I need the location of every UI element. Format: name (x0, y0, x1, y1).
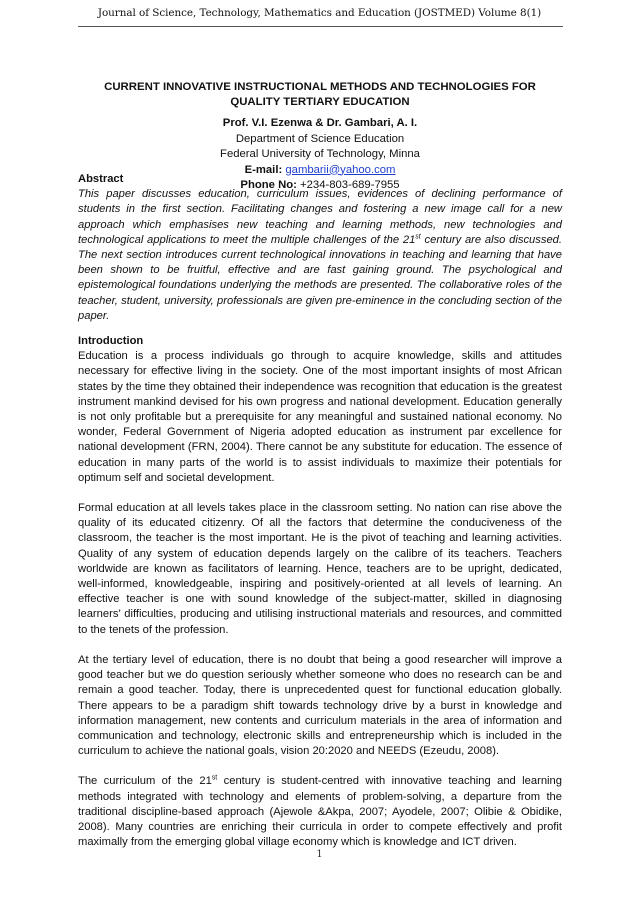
abstract-text-part-1: This paper discusses education, curriculum issues, evidences of declining performance of students in the first section. Facilitating changes and fostering a new image call for a new approach which emphasises new teaching and learning methods, new technologies and technological applications to meet the multiple challenges of the 21 (78, 188, 562, 246)
abstract-text (78, 187, 562, 324)
paper-title (78, 80, 562, 110)
paper-body (78, 172, 562, 850)
email-label: E-mail: (244, 163, 283, 176)
author-university: Federal University of Technology, Minna (220, 148, 420, 160)
email-link[interactable]: gambarii@yahoo.com (285, 163, 396, 176)
phone-label: Phone No: (240, 179, 297, 191)
abstract-text-part-2: century are also discussed. The next section introduces current technological innovations in teaching and learning that have been shown to be fruitful, effective and are fast gaining ground. The psychological and epistemological foundations underlying the methods are presented. The collaborative roles of the teacher, student, university, professionals are given pre-eminence in the concluding section of the paper. (78, 233, 563, 322)
paragraph-4-ordinal-sup: st (211, 774, 218, 782)
introduction-paragraph-2: Formal education at all levels takes place in the classroom setting. No nation can rise above the quality of its educated citizenry. Of all the factors that determine the conduciveness of the classroom, the teacher is the most important. He is the pivot of teaching and learning activities. Quality of any system of education depends largely on the calibre of its teachers. Teachers worldwide are known as facilitators of learning. Hence, teachers are to be upright, dedicated, well-informed, knowledgeable, inspiring and positively-oriented at all levels of learning. An effective teacher is one with sound knowledge of the subject-matter, skilled in diagnosing learners’ difficulties, producing and utilising instructional materials and resources, and committed to the tenets of the profession. (78, 502, 562, 636)
title-line-1: CURRENT INNOVATIVE INSTRUCTIONAL METHODS AND TECHNOLOGIES FOR (104, 81, 536, 93)
introduction-paragraph-3: At the tertiary level of education, there is no doubt that being a good researcher will improve a good teacher but we do question seriously whether someone who does no research can be and remain a good teacher. Today, there is unprecedented quest for functional education globally. There appears to be a paradigm shift towards technology drive by a burst in knowledge and information management, new contents and curriculum materials in the area of information and communication and technology, electronic skills and entrepreneurship which is included in the curriculum to achieve the national goals, vision 20:2020 and NEEDS (Ezeudu, 2008). (78, 653, 562, 758)
journal-running-header: Journal of Science, Technology, Mathematics and Education (JOSTMED) Volume 8(1) (97, 7, 542, 19)
author-department: Department of Science Education (235, 132, 405, 145)
header-divider (78, 26, 563, 27)
introduction-heading: Introduction (78, 335, 144, 348)
paragraph-4-part-2: century is student-centred with innovative teaching and learning methods integrated with technology and elements of problem-solving, a departure from the traditional discipline-based approach (Ajewole &Akpa, 2007; Ayodele, 2007; Olibie & Obidike, 2008). Many countries are enriching their curricula in order to compete effectively and profit maximally from the emerging global village economy which is knowledge and ICT driven. (78, 775, 562, 849)
title-line-2: QUALITY TERTIARY EDUCATION (230, 96, 410, 108)
abstract-ordinal-sup: st (415, 233, 421, 241)
abstract-heading: Abstract (78, 173, 124, 185)
page-number: 1 (316, 849, 323, 860)
author-names: Prof. V.I. Ezenwa & Dr. Gambari, A. I. (222, 117, 418, 129)
paragraph-4-part-1: The curriculum of the 21 (78, 775, 212, 788)
introduction-paragraph-4 (78, 774, 562, 850)
introduction-paragraph-1: Education is a process individuals go through to acquire knowledge, skills and attitudes necessary for effective living in the society. One of the most important insights of most African states by the time they obtained their independence was recognition that education is the greatest instrument mankind devised for his own progress and national development. Education generally is not only profitable but a prerequisite for any meaningful and sustained national economy. No wonder, Federal Government of Nigeria adopted education as instrument par excellence for national development (FRN, 2004). There cannot be any substitute for education. The essence of education in many parts of the world is to assist individuals to maximize their potentials for optimum self and societal development. (78, 350, 562, 484)
phone-number: +234-803-689-7955 (300, 179, 400, 191)
